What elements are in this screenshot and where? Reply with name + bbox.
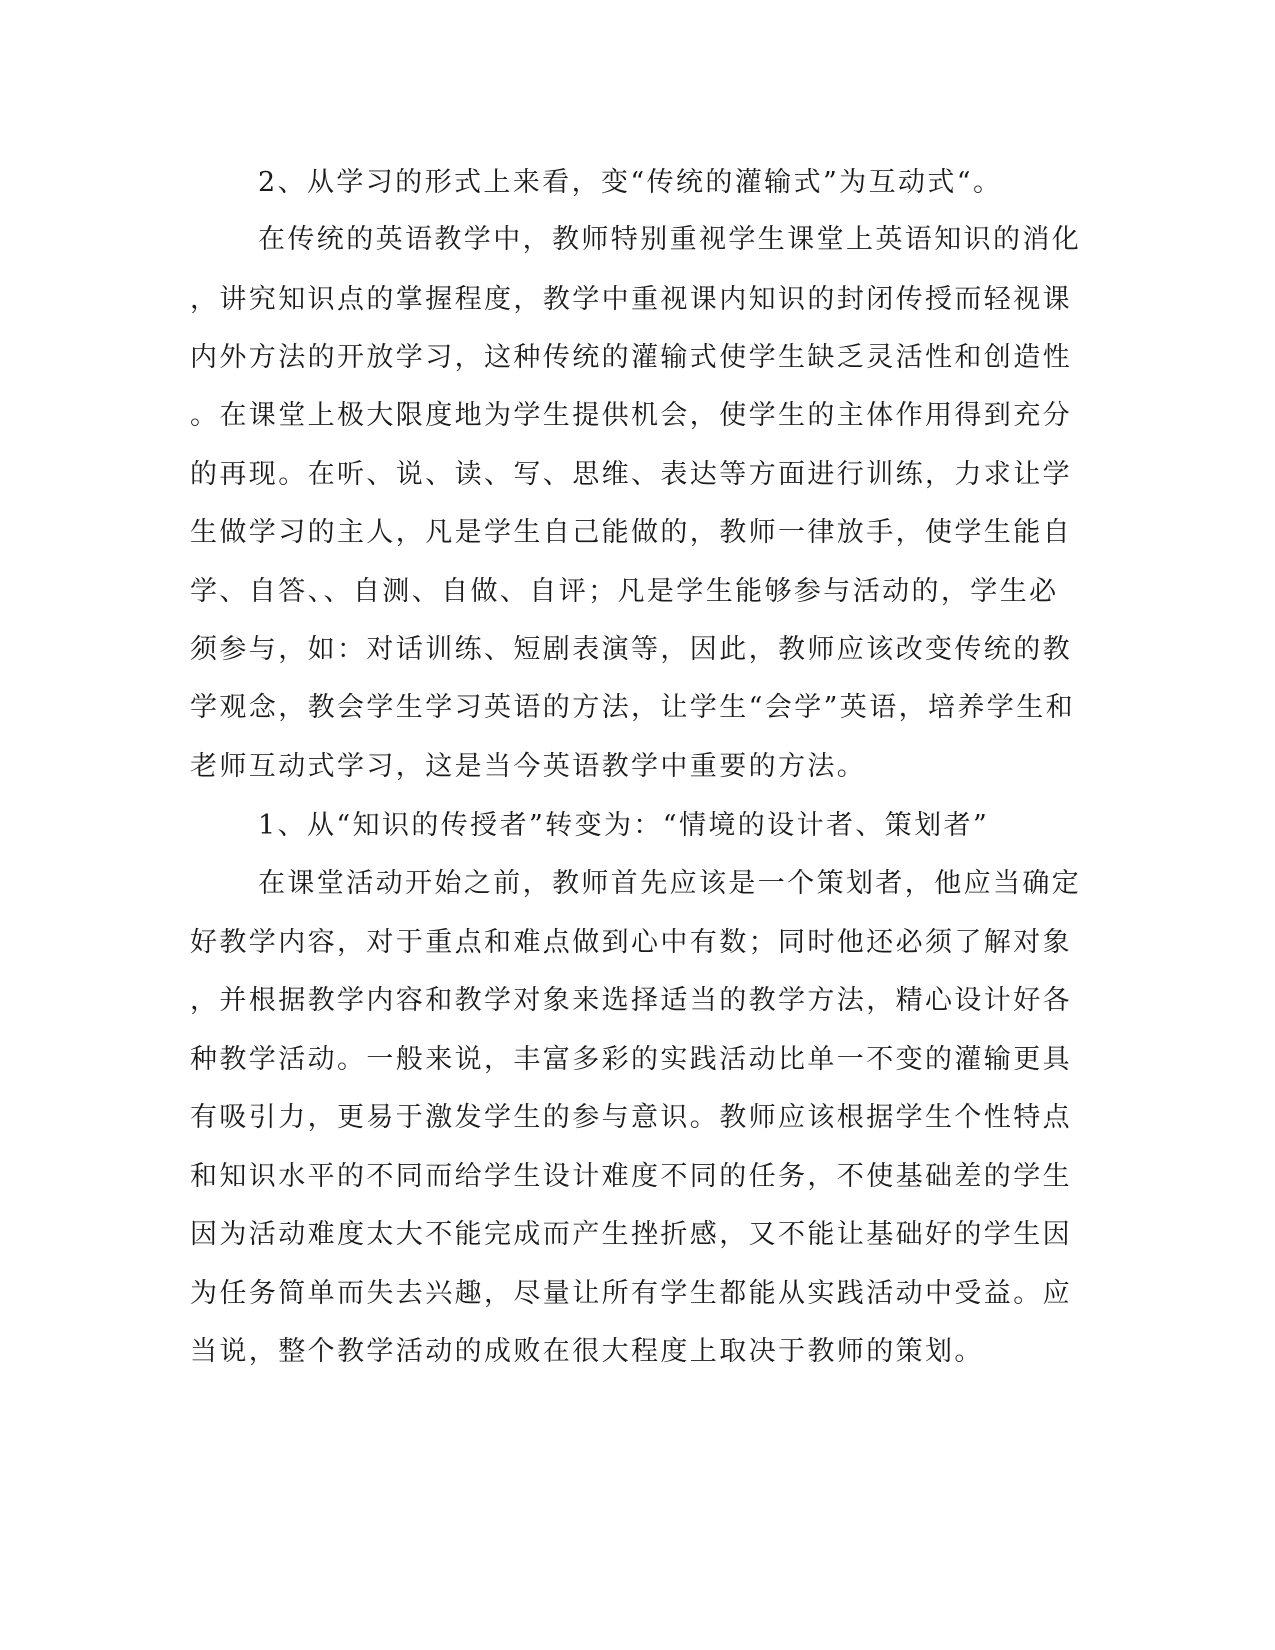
paragraph-line: 在传统的英语教学中，教师特别重视学生课堂上英语知识的消化 <box>258 224 1082 255</box>
paragraph-line: 因为活动难度太大不能完成而产生挫折感，又不能让基础好的学生因 <box>190 1219 1072 1250</box>
paragraph-line: ，讲究知识点的掌握程度，教学中重视课内知识的封闭传授而轻视课 <box>190 284 1072 315</box>
paragraph-line: 老师互动式学习，这是当今英语教学中重要的方法。 <box>190 751 867 782</box>
paragraph-line: 生做学习的主人，凡是学生自己能做的，教师一律放手，使学生能自 <box>190 517 1072 548</box>
paragraph-line: 学观念，教会学生学习英语的方法，让学生“会学”英语，培养学生和 <box>190 692 1076 723</box>
section-heading-2: 2、从学习的形式上来看，变“传统的灌输式”为互动式“。 <box>258 167 1003 198</box>
paragraph-line: 为任务简单而失去兴趣，尽量让所有学生都能从实践活动中受益。应 <box>190 1278 1072 1309</box>
paragraph-line: 须参与，如：对话训练、短剧表演等，因此，教师应该改变传统的教 <box>190 634 1072 665</box>
paragraph-line: 的再现。在听、说、读、写、思维、表达等方面进行训练，力求让学 <box>190 459 1072 490</box>
paragraph-line: 种教学活动。一般来说，丰富多彩的实践活动比单一不变的灌输更具 <box>190 1044 1072 1075</box>
paragraph-line: 学、自答、、自测、自做、自评；凡是学生能够参与活动的，学生必 <box>190 576 1059 607</box>
paragraph-line: ，并根据教学内容和教学对象来选择适当的教学方法，精心设计好各 <box>190 985 1072 1016</box>
section-heading-1: 1、从“知识的传授者”转变为：“情境的设计者、策划者” <box>258 810 990 841</box>
paragraph-line: 和知识水平的不同而给学生设计难度不同的任务，不使基础差的学生 <box>190 1161 1072 1192</box>
paragraph-line: 有吸引力，更易于激发学生的参与意识。教师应该根据学生个性特点 <box>190 1102 1072 1133</box>
paragraph-line: 当说，整个教学活动的成败在很大程度上取决于教师的策划。 <box>190 1336 984 1367</box>
paragraph-line: 内外方法的开放学习，这种传统的灌输式使学生缺乏灵活性和创造性 <box>190 342 1072 373</box>
paragraph-line: 好教学内容，对于重点和难点做到心中有数；同时他还必须了解对象 <box>190 927 1072 958</box>
paragraph-line: 。在课堂上极大限度地为学生提供机会，使学生的主体作用得到充分 <box>190 400 1072 431</box>
paragraph-line: 在课堂活动开始之前，教师首先应该是一个策划者，他应当确定 <box>258 868 1082 899</box>
